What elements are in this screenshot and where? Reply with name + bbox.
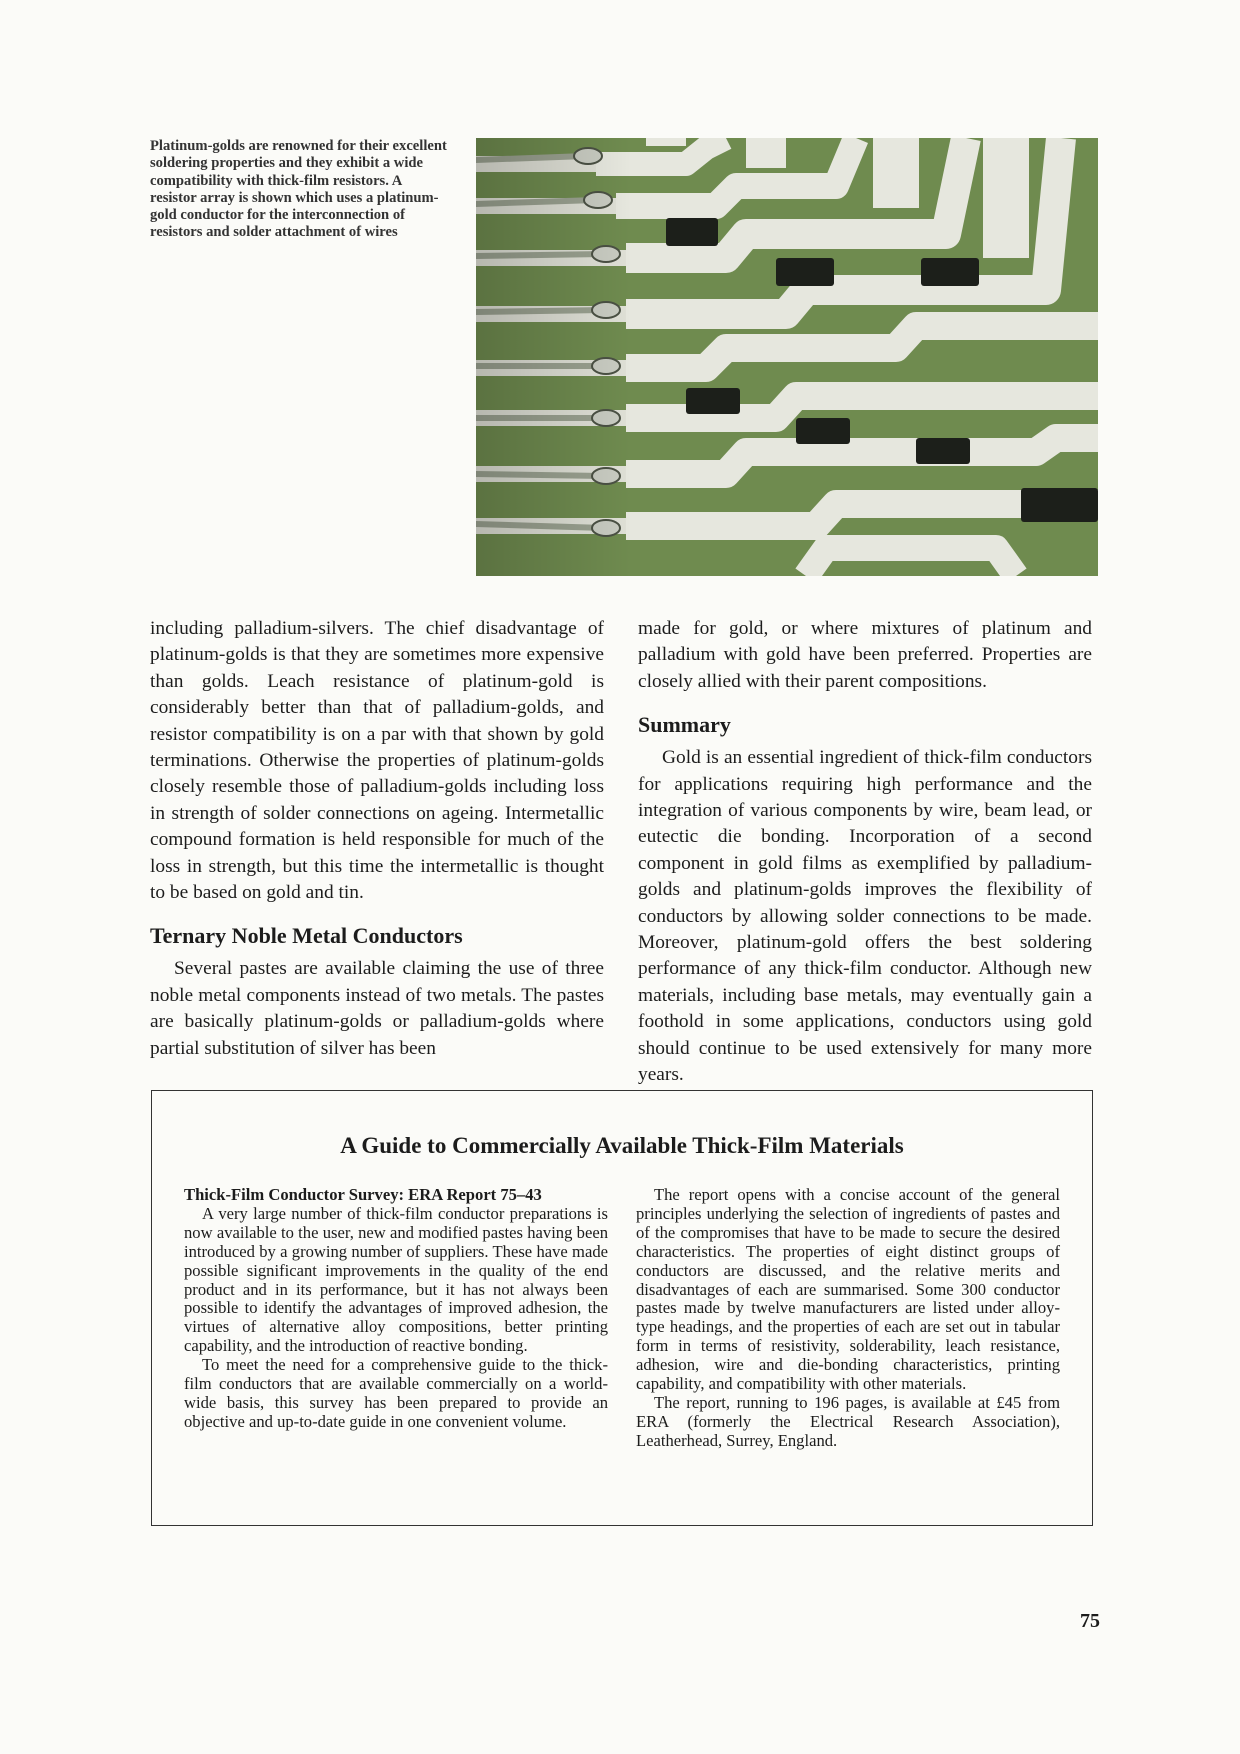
paragraph: including palladium-silvers. The chief disadvantage of platinum-golds is that they are sometimes more expensive than golds. Leach resistance of platinum-gold is considerably better than that of palladium-golds, and resistor compatibility is on a par with that shown by gold terminations. Otherwise the properties of platinum-golds closely resemble those of palladium-golds including loss in strength of solder connections on ageing. Intermetallic compound formation is held responsible for much of the loss in strength, but this time the intermetallic is thought to be based on gold and tin. bbox=[150, 618, 604, 904]
paragraph: The report opens with a concise account of the general principles underlying the selection of ingredients of pastes and of the compromises that have to be made to secure the desired characteristics. The properties of eight distinct groups of conductors are discussed, and the relative merits and disadvantages of each are summarised. Some 300 conductor pastes made by twelve manufacturers are listed under alloy-type headings, and the properties of each are set out in tabular form in terms of resistivity, solderability, leach resistance, adhesion, wire and die-bonding characteristics, printing capability, and compatibility with other materials. bbox=[636, 1185, 1060, 1394]
paragraph: Gold is an essential ingredient of thick-film conductors for applications requiring high performance and the integration of various components by wire, beam lead, or eutectic die bonding. Incorporation of a second component in gold films as exemplified by palladium-golds and platinum-golds improves the flexibility of conductors by allowing solder connections to be made. Moreover, platinum-gold offers the best soldering performance of any thick-film conductor. Although new materials, including base metals, may eventually gain a foothold in some applications, conductors using gold should continue to be used extensively for many more years. bbox=[638, 747, 1092, 1086]
guide-left-column bbox=[184, 1186, 608, 1432]
report-heading: Thick-Film Conductor Survey: ERA Report 75–43 bbox=[184, 1185, 542, 1204]
paragraph: made for gold, or where mixtures of platinum and palladium with gold have been preferred. Properties are closely allied with their parent compositions. bbox=[638, 618, 1092, 692]
left-column bbox=[150, 616, 604, 1062]
guide-box bbox=[151, 1090, 1093, 1526]
resistor-array-photo bbox=[476, 138, 1098, 576]
paragraph: A very large number of thick-film conductor preparations is now available to the user, new and modified pastes having been introduced by a growing number of suppliers. These have made possible significant improvements in the quality of the end product and in its performance, but it has not always been possible to identify the advantages of improved adhesion, the virtues of alternative alloy compositions, better printing capability, and the introduction of reactive bonding. bbox=[184, 1203, 608, 1356]
page-number: 75 bbox=[1080, 1610, 1100, 1632]
section-heading: Summary bbox=[638, 712, 731, 738]
section-heading: Ternary Noble Metal Conductors bbox=[150, 923, 463, 949]
resistor-array-illustration bbox=[476, 138, 1098, 576]
guide-right-column bbox=[636, 1186, 1060, 1451]
figure-caption: Platinum-golds are renowned for their excellent soldering properties and they exhibit a wide compatibility with thick-film resistors. A resistor array is shown which uses a platinum-gold conductor for the interconnection of resistors and solder attachment of wires bbox=[150, 138, 447, 241]
paragraph: Several pastes are available claiming the use of three noble metal components instead of two metals. The pastes are basically platinum-golds or palladium-golds where partial substitution of silver has been bbox=[150, 958, 604, 1059]
paragraph: To meet the need for a comprehensive guide to the thick-film conductors that are available commercially on a world-wide basis, this survey has been prepared to provide an objective and up-to-date guide in one convenient volume. bbox=[184, 1355, 608, 1431]
right-column bbox=[638, 616, 1092, 1089]
paragraph: The report, running to 196 pages, is available at £45 from ERA (formerly the Electrical Research Association), Leatherhead, Surrey, England. bbox=[636, 1392, 1060, 1450]
guide-title: A Guide to Commercially Available Thick-Film Materials bbox=[340, 1133, 904, 1158]
